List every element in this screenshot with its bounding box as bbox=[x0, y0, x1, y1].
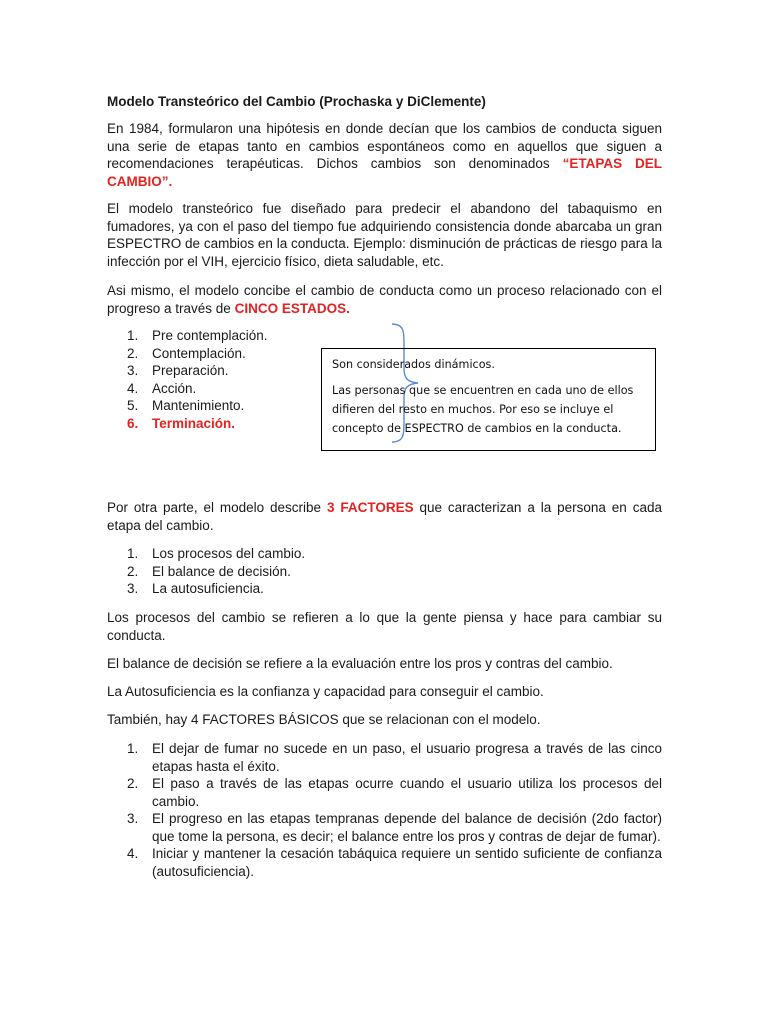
list-item-terminacion: 6. Terminación. bbox=[127, 415, 236, 431]
etapas-highlight: “ETAPAS DEL CAMBIO”. bbox=[107, 156, 662, 189]
list-item: 4. Iniciar y mantener la cesación tabáquica requiere un sentido suficiente de confianza (autosuficiencia). bbox=[127, 846, 662, 879]
list-item: 1. Los procesos del cambio. bbox=[127, 546, 306, 561]
list-item: 4. Acción. bbox=[127, 380, 197, 396]
cinco-estados-highlight: CINCO ESTADOS. bbox=[234, 300, 350, 316]
document-title: Modelo Transteórico del Cambio (Prochaska y DiClemente) bbox=[107, 94, 486, 109]
note-box-line2: Las personas que se encuentren en cada uno de ellos difieren del resto en muchos. Por eso se incluye el concepto de ESPECTRO de cambios en la conducta. bbox=[332, 384, 634, 435]
note-box bbox=[321, 348, 656, 451]
stages-list bbox=[107, 327, 268, 432]
paragraph-basic-factors: También, hay 4 FACTORES BÁSICOS que se relacionan con el modelo. bbox=[107, 712, 541, 727]
list-item: 2. Contemplación. bbox=[127, 345, 246, 361]
factores-highlight: 3 FACTORES bbox=[326, 500, 414, 515]
paragraph-intro bbox=[107, 120, 662, 190]
list-item: 1. Pre contemplación. bbox=[127, 328, 268, 343]
list-item: 5. Mantenimiento. bbox=[127, 398, 245, 413]
paragraph-factors: Por otra parte, el modelo describe 3 FACTORES que caracterizan a la persona en cada etapa del cambio. bbox=[107, 500, 662, 533]
list-item: 2. El balance de decisión. bbox=[127, 563, 291, 579]
paragraph-model: El modelo transteórico fue diseñado para predecir el abandono del tabaquismo en fumadores, ya con el paso del tiempo fue adquiriendo consistencia donde abarcaba un gran ESPECTRO de cambios en la conducta. Ejemplo: disminución de prácticas de riesgo para la infección por el VIH, ejercicio físico, dieta saludable, etc. bbox=[107, 201, 662, 269]
list-item: 2. El paso a través de las etapas ocurre cuando el usuario utiliza los procesos del cambio. bbox=[127, 776, 662, 809]
paragraph-balance: El balance de decisión se refiere a la evaluación entre los pros y contras del cambio. bbox=[107, 656, 613, 671]
paragraph-states bbox=[107, 282, 662, 317]
note-box-line1: Son considerados dinámicos. bbox=[332, 358, 495, 371]
paragraph-states-text: Asi mismo, el modelo concibe el cambio de conducta como un proceso relacionado con el progreso a través de bbox=[107, 283, 662, 316]
paragraph-processes: Los procesos del cambio se refieren a lo que la gente piensa y hace para cambiar su conducta. bbox=[107, 610, 662, 643]
paragraph-intro-text: En 1984, formularon una hipótesis en donde decían que los cambios de conducta siguen una serie de etapas tanto en cambios espontáneos como en aquellos que siguen a recomendaciones terapéuticas. Dichos cambios son denominados bbox=[107, 121, 662, 171]
paragraph-autosuficiencia: La Autosuficiencia es la confianza y capacidad para conseguir el cambio. bbox=[107, 684, 544, 699]
factors-list bbox=[107, 545, 305, 598]
basic-factors-list bbox=[107, 740, 662, 880]
list-item: 3. La autosuficiencia. bbox=[127, 581, 264, 596]
list-item: 1. El dejar de fumar no sucede en un paso, el usuario progresa a través de las cinco etapas hasta el éxito. bbox=[127, 741, 662, 774]
list-item: 3. Preparación. bbox=[127, 363, 229, 378]
list-item: 3. El progreso en las etapas tempranas depende del balance de decisión (2do factor) que tome la persona, es decir; el balance entre los pros y contras de dejar de fumar). bbox=[127, 811, 662, 844]
